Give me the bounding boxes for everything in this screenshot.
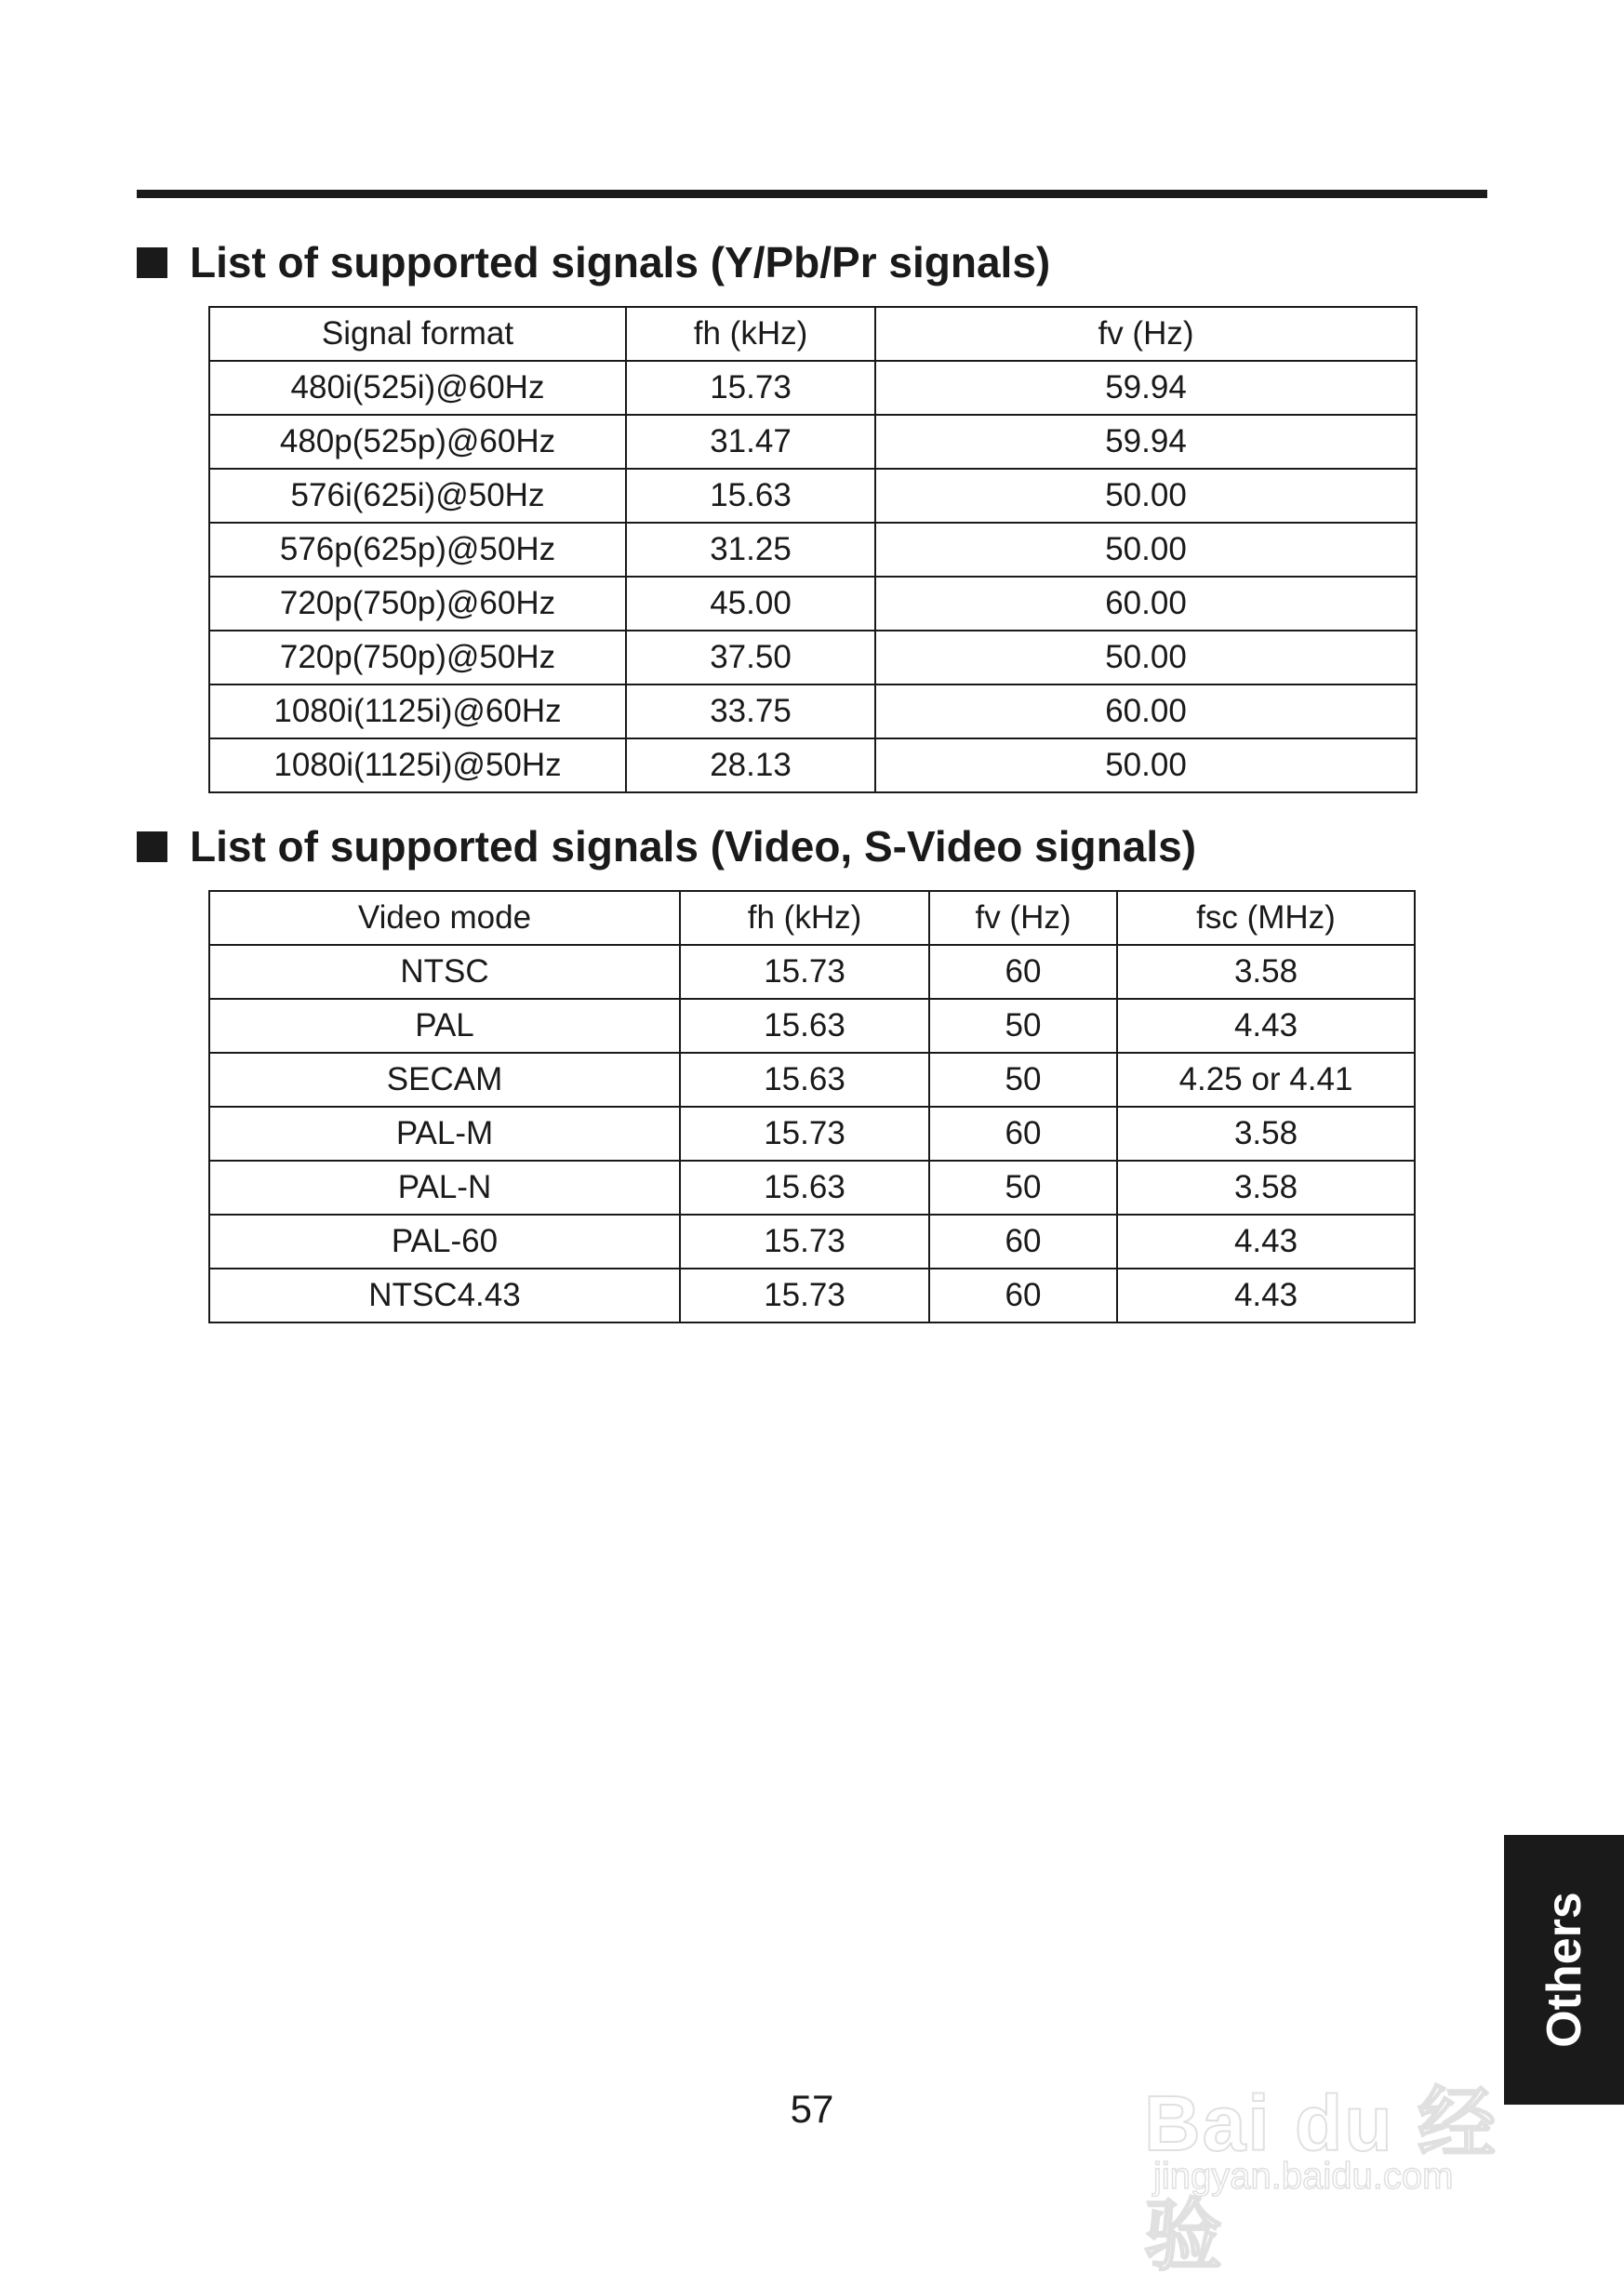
table-cell: PAL-N — [209, 1161, 680, 1215]
column-header: fsc (MHz) — [1117, 891, 1415, 945]
table-cell: 45.00 — [626, 577, 875, 631]
ypbpr-signal-table — [208, 306, 1418, 793]
table-cell: 15.73 — [680, 945, 929, 999]
table-cell: 60.00 — [875, 577, 1417, 631]
table-row — [209, 469, 1417, 523]
table-cell: 33.75 — [626, 684, 875, 738]
table-cell: 15.63 — [626, 469, 875, 523]
table-row — [209, 631, 1417, 684]
table-row — [209, 684, 1417, 738]
column-header: Signal format — [209, 307, 626, 361]
table-cell: 59.94 — [875, 415, 1417, 469]
table-cell: 4.25 or 4.41 — [1117, 1053, 1415, 1107]
table-cell: 31.25 — [626, 523, 875, 577]
table-cell: 480p(525p)@60Hz — [209, 415, 626, 469]
table-cell: 3.58 — [1117, 1107, 1415, 1161]
table-cell: 15.63 — [680, 999, 929, 1053]
table-cell: NTSC — [209, 945, 680, 999]
table-row — [209, 738, 1417, 792]
table-cell: 15.63 — [680, 1053, 929, 1107]
table-cell: 50 — [929, 999, 1117, 1053]
ypbpr-section-heading — [137, 236, 1050, 288]
table-cell: 50.00 — [875, 631, 1417, 684]
table-cell: PAL — [209, 999, 680, 1053]
video-heading-text: List of supported signals (Video, S-Video signals) — [190, 822, 1197, 871]
table-cell: 15.73 — [626, 361, 875, 415]
table-cell: 60 — [929, 1269, 1117, 1322]
column-header: fh (kHz) — [680, 891, 929, 945]
table-cell: 576p(625p)@50Hz — [209, 523, 626, 577]
table-row — [209, 1269, 1415, 1322]
table-row — [209, 577, 1417, 631]
table-row — [209, 1107, 1415, 1161]
table-cell: 3.58 — [1117, 945, 1415, 999]
table-cell: 50.00 — [875, 469, 1417, 523]
table-cell: 37.50 — [626, 631, 875, 684]
table-row — [209, 523, 1417, 577]
column-header: Video mode — [209, 891, 680, 945]
table-cell: 50.00 — [875, 738, 1417, 792]
table-cell: SECAM — [209, 1053, 680, 1107]
column-header: fv (Hz) — [929, 891, 1117, 945]
table-cell: 60 — [929, 1215, 1117, 1269]
table-cell: 60 — [929, 945, 1117, 999]
table-row — [209, 1215, 1415, 1269]
ypbpr-heading-text: List of supported signals (Y/Pb/Pr signals) — [190, 238, 1051, 286]
table-cell: 15.63 — [680, 1161, 929, 1215]
baidu-watermark — [1137, 2024, 1527, 2279]
table-cell: 31.47 — [626, 415, 875, 469]
table-row — [209, 999, 1415, 1053]
table-cell: NTSC4.43 — [209, 1269, 680, 1322]
table-cell: 480i(525i)@60Hz — [209, 361, 626, 415]
side-tab-label: Others — [1537, 1892, 1591, 2048]
table-cell: 4.43 — [1117, 1215, 1415, 1269]
table-cell: 15.73 — [680, 1215, 929, 1269]
square-bullet-icon — [137, 247, 167, 278]
table-cell: 60 — [929, 1107, 1117, 1161]
table-row — [209, 415, 1417, 469]
table-cell: 3.58 — [1117, 1161, 1415, 1215]
table-cell: 28.13 — [626, 738, 875, 792]
top-rule — [137, 190, 1487, 198]
table-row — [209, 1053, 1415, 1107]
column-header: fh (kHz) — [626, 307, 875, 361]
table-row — [209, 945, 1415, 999]
table-cell: 720p(750p)@50Hz — [209, 631, 626, 684]
watermark-url: jingyan.baidu.com — [1153, 2156, 1454, 2197]
table-cell: PAL-60 — [209, 1215, 680, 1269]
table-cell: 576i(625i)@50Hz — [209, 469, 626, 523]
video-section-heading — [137, 820, 1196, 872]
video-signal-table — [208, 890, 1416, 1323]
table-cell: 1080i(1125i)@60Hz — [209, 684, 626, 738]
column-header: fv (Hz) — [875, 307, 1417, 361]
page-number: 57 — [790, 2087, 834, 2131]
table-cell: 1080i(1125i)@50Hz — [209, 738, 626, 792]
table-cell: 50 — [929, 1161, 1117, 1215]
table-header-row — [209, 891, 1415, 945]
watermark-logo-text: Bai du 经验 — [1144, 2080, 1498, 2279]
table-row — [209, 1161, 1415, 1215]
table-cell: 720p(750p)@60Hz — [209, 577, 626, 631]
square-bullet-icon — [137, 831, 167, 862]
table-cell: 4.43 — [1117, 999, 1415, 1053]
table-cell: 4.43 — [1117, 1269, 1415, 1322]
table-header-row — [209, 307, 1417, 361]
table-cell: 59.94 — [875, 361, 1417, 415]
table-cell: 50 — [929, 1053, 1117, 1107]
table-cell: 50.00 — [875, 523, 1417, 577]
table-cell: 15.73 — [680, 1107, 929, 1161]
table-cell: 15.73 — [680, 1269, 929, 1322]
table-cell: PAL-M — [209, 1107, 680, 1161]
table-cell: 60.00 — [875, 684, 1417, 738]
table-row — [209, 361, 1417, 415]
